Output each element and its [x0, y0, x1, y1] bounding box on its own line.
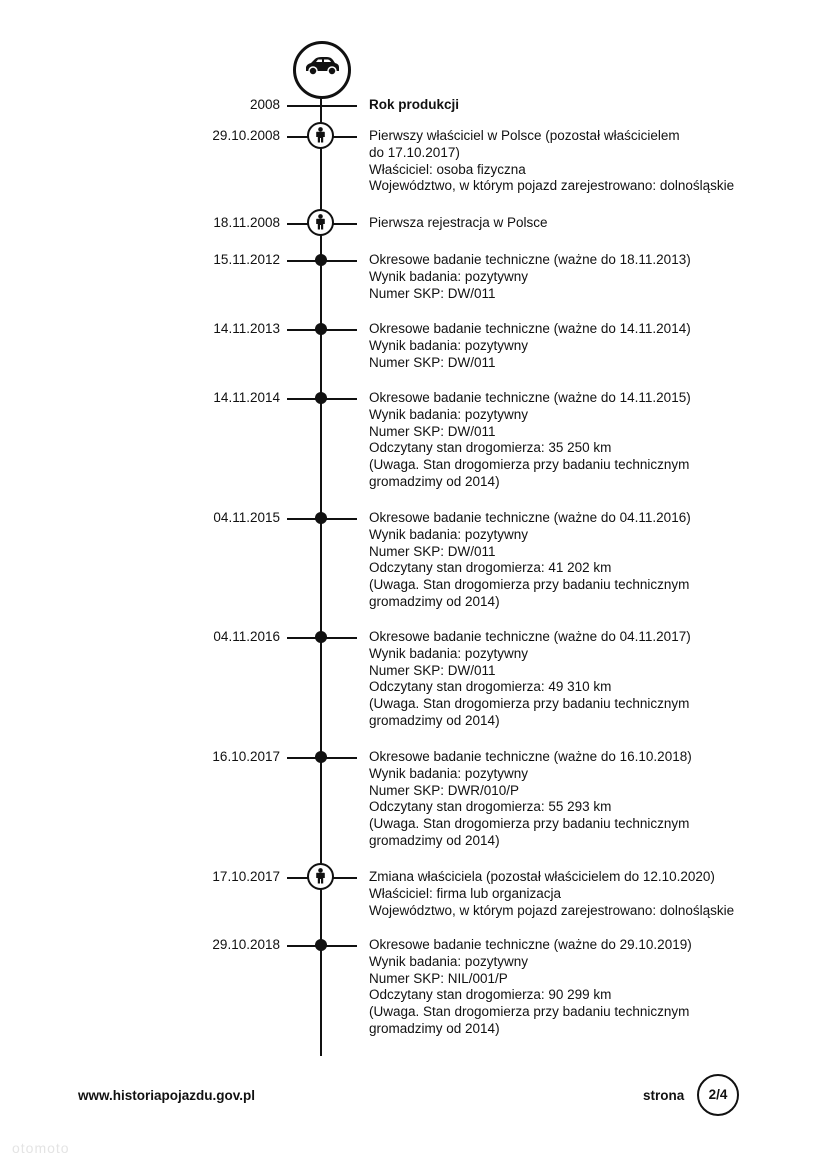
event-line: Odczytany stan drogomierza: 90 299 km [369, 987, 612, 1003]
event-date: 29.10.2008 [212, 128, 280, 143]
event-description [369, 321, 809, 371]
event-description [369, 510, 809, 611]
event-line: Numer SKP: NIL/001/P [369, 970, 508, 986]
event-line: Wynik badania: pozytywny [369, 645, 528, 661]
event-line: (Uwaga. Stan drogomierza przy badaniu technicznym [369, 577, 690, 593]
event-description [369, 937, 809, 1038]
event-line: Zmiana właściciela (pozostał właścicielem do 12.10.2020) [369, 869, 715, 884]
event-line: Województwo, w którym pojazd zarejestrowano: dolnośląskie [369, 902, 735, 918]
event-line: Odczytany stan drogomierza: 41 202 km [369, 560, 612, 576]
event-line: Okresowe badanie techniczne (ważne do 14.11.2015) [369, 390, 691, 405]
timeline-dot [315, 512, 327, 524]
event-line: Pierwszy właściciel w Polsce (pozostał właścicielem [369, 128, 680, 143]
event-line: Wynik badania: pozytywny [369, 268, 528, 284]
event-date: 04.11.2015 [213, 510, 280, 525]
event-date: 04.11.2016 [213, 629, 280, 644]
event-line: Odczytany stan drogomierza: 35 250 km [369, 440, 612, 456]
timeline-axis [320, 98, 322, 1056]
event-date: 17.10.2017 [212, 869, 280, 884]
event-line: Numer SKP: DW/011 [369, 354, 496, 370]
event-line: Wynik badania: pozytywny [369, 526, 528, 542]
person-icon [307, 122, 334, 149]
event-description [369, 390, 809, 491]
event-line: Województwo, w którym pojazd zarejestrowano: dolnośląskie [369, 178, 735, 194]
event-date: 14.11.2014 [213, 390, 280, 405]
event-line: gromadzimy od 2014) [369, 712, 500, 728]
production-year: 2008 [249, 97, 280, 112]
car-icon [293, 41, 351, 99]
event-line: Odczytany stan drogomierza: 49 310 km [369, 679, 612, 695]
event-line: Okresowe badanie techniczne (ważne do 29.10.2019) [369, 937, 692, 952]
footer-url: www.historiapojazdu.gov.pl [78, 1088, 256, 1103]
event-line: do 17.10.2017) [369, 144, 460, 160]
event-date: 16.10.2017 [212, 749, 280, 764]
event-date: 29.10.2018 [212, 937, 280, 952]
timeline-dot [315, 751, 327, 763]
person-icon [307, 209, 334, 236]
event-line: Numer SKP: DW/011 [369, 662, 496, 678]
event-line: Numer SKP: DW/011 [369, 285, 496, 301]
event-line: Wynik badania: pozytywny [369, 337, 528, 353]
event-line: Okresowe badanie techniczne (ważne do 14.11.2014) [369, 321, 691, 336]
event-line: Pierwsza rejestracja w Polsce [369, 215, 548, 230]
event-line: Okresowe badanie techniczne (ważne do 04.11.2016) [369, 510, 691, 525]
event-line: (Uwaga. Stan drogomierza przy badaniu technicznym [369, 816, 690, 832]
event-date: 14.11.2013 [213, 321, 280, 336]
timeline-dot [315, 323, 327, 335]
event-line: gromadzimy od 2014) [369, 473, 500, 489]
event-line: Wynik badania: pozytywny [369, 953, 528, 969]
timeline-dot [315, 254, 327, 266]
timeline-dot [315, 631, 327, 643]
event-description [369, 128, 809, 195]
event-line: Właściciel: firma lub organizacja [369, 885, 562, 901]
event-description [369, 215, 809, 232]
event-description [369, 869, 809, 919]
event-line: gromadzimy od 2014) [369, 593, 500, 609]
event-line: Właściciel: osoba fizyczna [369, 161, 526, 177]
person-icon [307, 863, 334, 890]
watermark: otomoto [12, 1140, 70, 1156]
event-line: Okresowe badanie techniczne (ważne do 18.11.2013) [369, 252, 691, 267]
event-line: Numer SKP: DW/011 [369, 543, 496, 559]
event-line: (Uwaga. Stan drogomierza przy badaniu technicznym [369, 696, 690, 712]
page-number-badge [697, 1074, 739, 1116]
event-date: 18.11.2008 [213, 215, 280, 230]
event-description [369, 629, 809, 730]
event-line: gromadzimy od 2014) [369, 1020, 500, 1036]
event-line: Numer SKP: DWR/010/P [369, 782, 520, 798]
footer-page-label: strona [643, 1088, 685, 1103]
event-line: Okresowe badanie techniczne (ważne do 04.11.2017) [369, 629, 691, 644]
timeline-dot [315, 392, 327, 404]
event-date: 15.11.2012 [213, 252, 280, 267]
event-line: (Uwaga. Stan drogomierza przy badaniu technicznym [369, 457, 690, 473]
event-line: Odczytany stan drogomierza: 55 293 km [369, 799, 612, 815]
event-line: Numer SKP: DW/011 [369, 423, 496, 439]
event-line: gromadzimy od 2014) [369, 832, 500, 848]
event-line: (Uwaga. Stan drogomierza przy badaniu technicznym [369, 1004, 690, 1020]
production-label: Rok produkcji [369, 97, 460, 112]
event-description [369, 749, 809, 850]
event-line: Okresowe badanie techniczne (ważne do 16.10.2018) [369, 749, 692, 764]
page-number: 2/4 [708, 1087, 728, 1102]
event-line: Wynik badania: pozytywny [369, 406, 528, 422]
event-description [369, 252, 809, 302]
timeline-dot [315, 939, 327, 951]
event-line: Wynik badania: pozytywny [369, 765, 528, 781]
timeline-tick [287, 105, 357, 107]
